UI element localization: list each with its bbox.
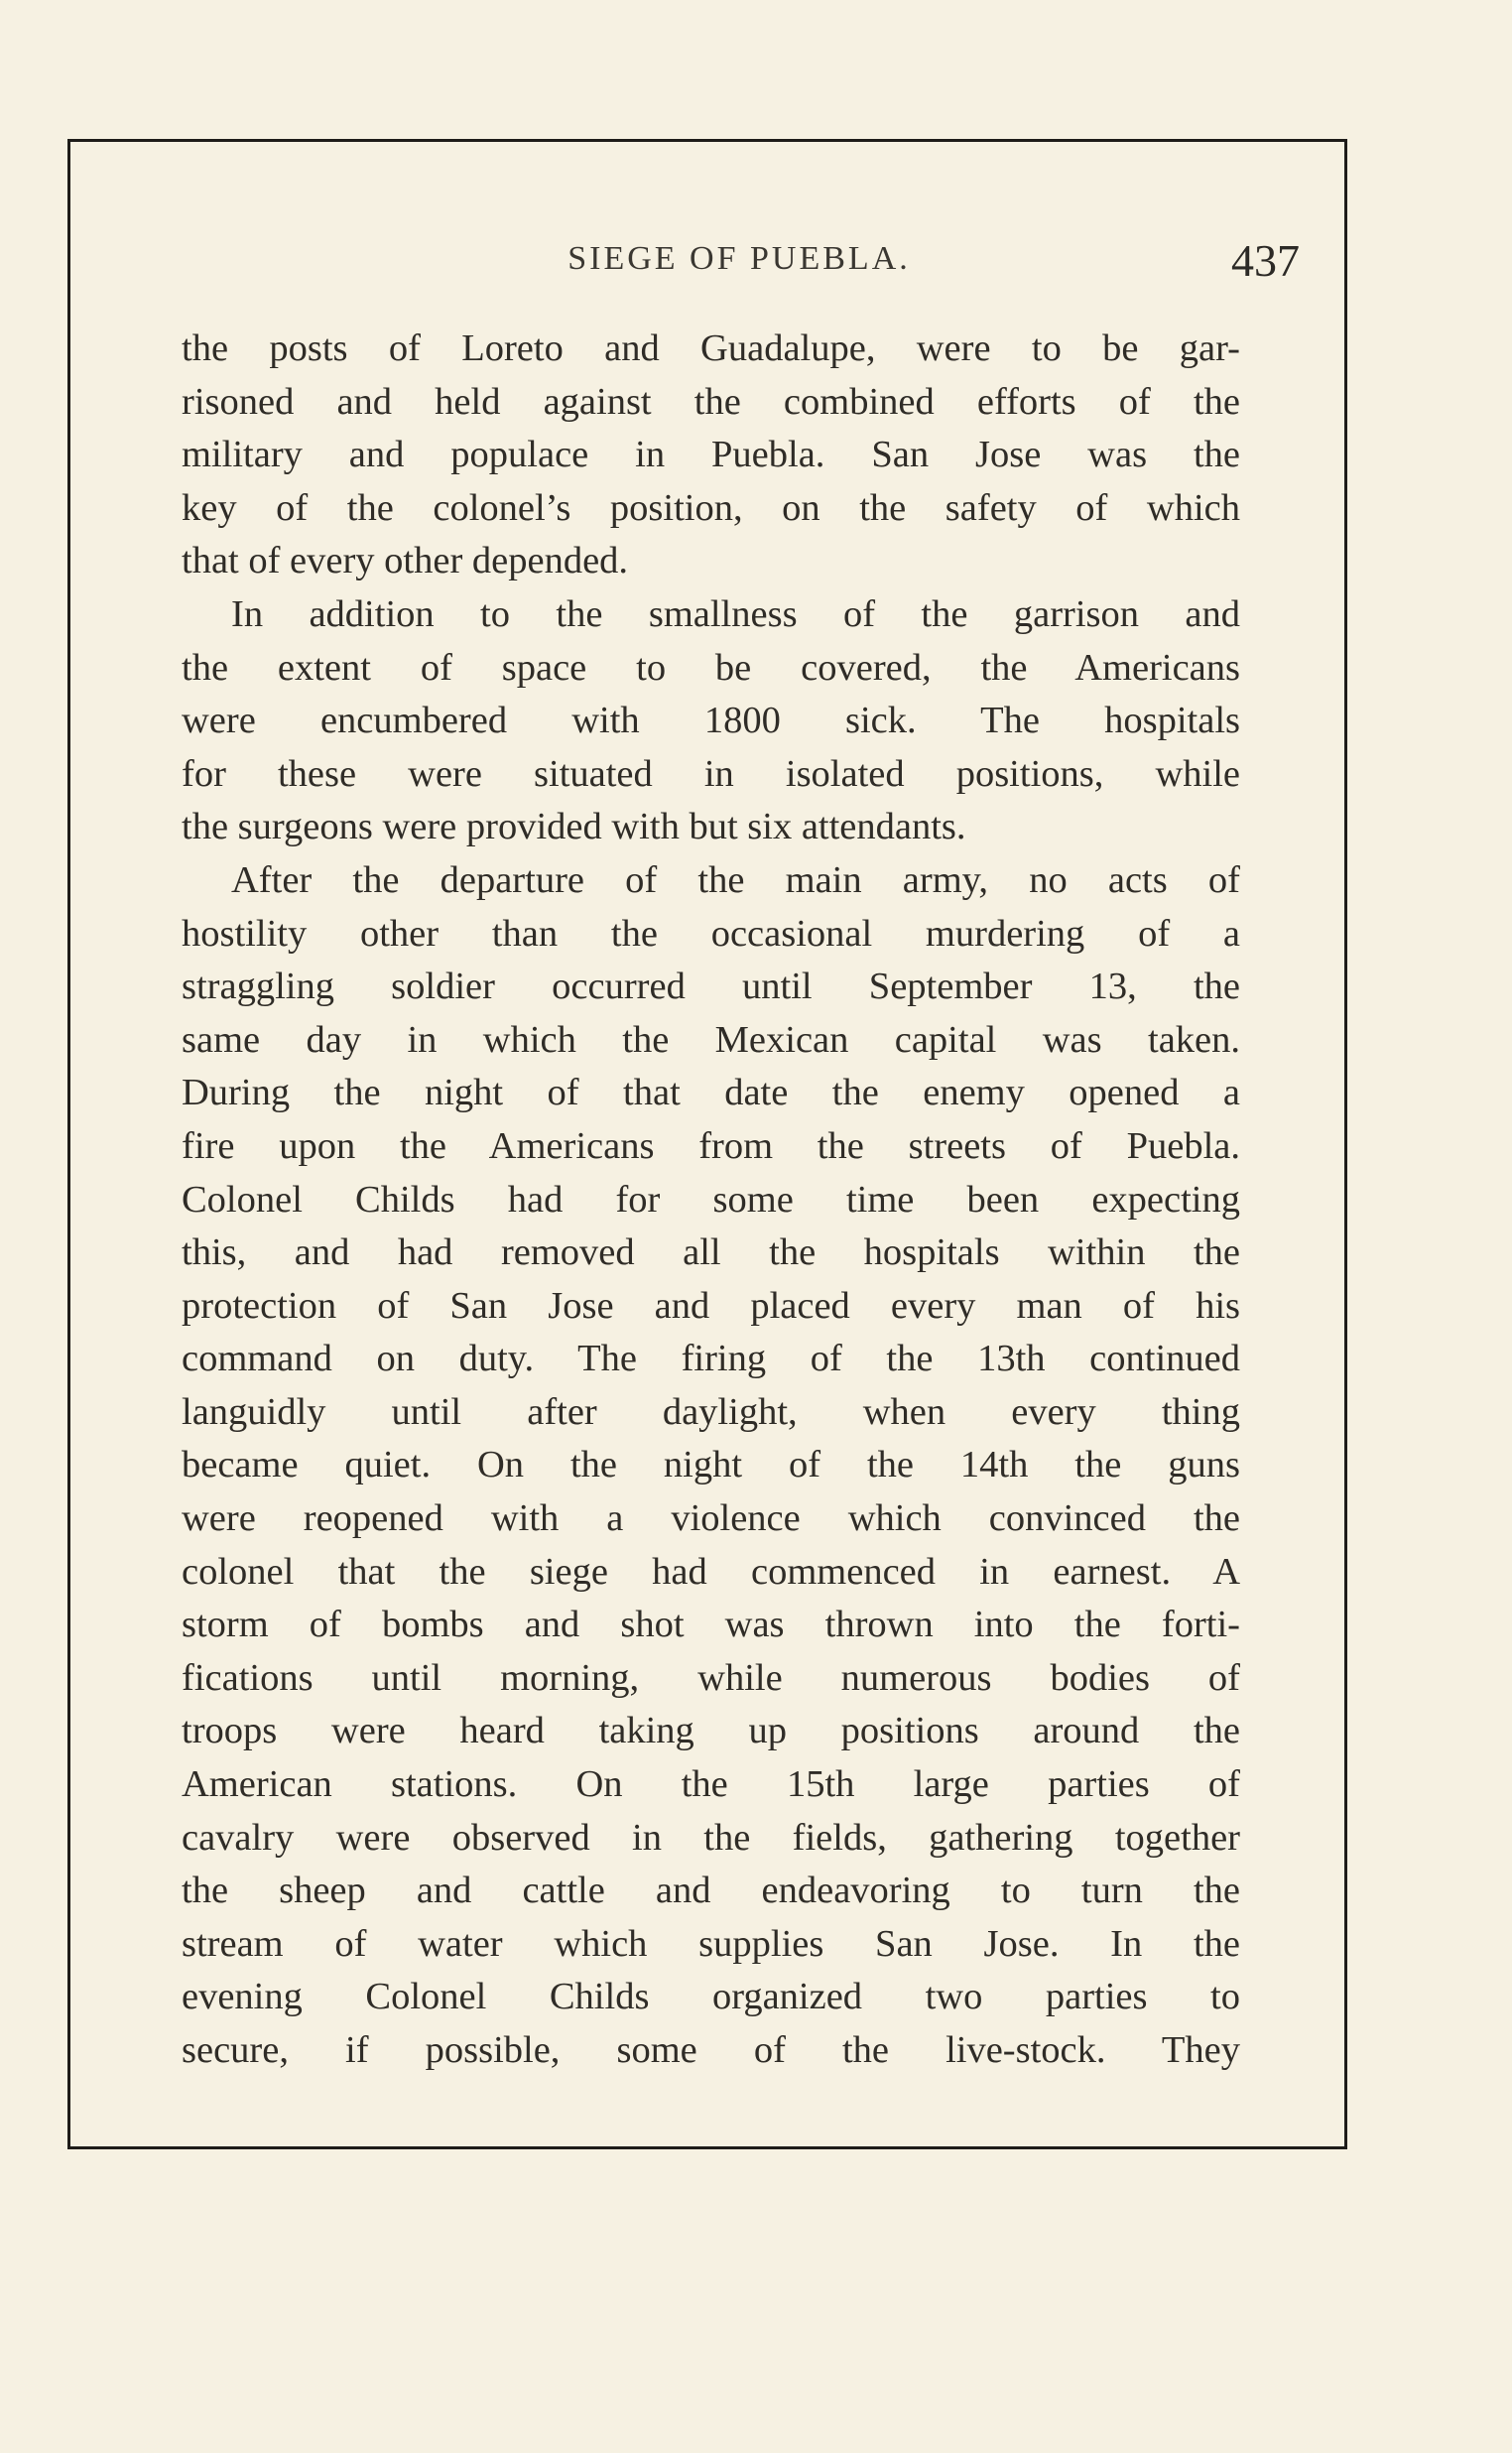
- text-line: were reopened with a violence which convinced the: [182, 1497, 1240, 1540]
- text-line: fire upon the Americans from the streets of Puebla.: [182, 1124, 1240, 1167]
- text-line: became quiet. On the night of the 14th the guns: [182, 1444, 1240, 1486]
- text-line: straggling soldier occurred until September 13, the: [182, 966, 1240, 1008]
- text-line: the posts of Loreto and Guadalupe, were to be gar-: [182, 327, 1240, 369]
- running-head: [179, 234, 1300, 294]
- text-line: for these were situated in isolated positions, while: [182, 752, 1240, 795]
- text-line: the surgeons were provided with but six attendants.: [182, 806, 966, 848]
- body-text: [182, 323, 1240, 2078]
- running-title: SIEGE OF PUEBLA.: [567, 240, 911, 277]
- text-line: that of every other depended.: [182, 540, 629, 582]
- text-line: protection of San Jose and placed every man of his: [182, 1284, 1240, 1327]
- text-line: same day in which the Mexican capital was taken.: [182, 1018, 1240, 1061]
- text-line: fications until morning, while numerous bodies of: [182, 1656, 1240, 1699]
- text-line: storm of bombs and shot was thrown into the forti-: [182, 1604, 1240, 1646]
- text-line: the sheep and cattle and endeavoring to turn the: [182, 1870, 1240, 1912]
- text-line: Colonel Childs had for some time been expecting: [182, 1178, 1240, 1221]
- text-line: were encumbered with 1800 sick. The hospitals: [182, 700, 1240, 742]
- text-line: After the departure of the main army, no acts of: [231, 858, 1240, 901]
- page-number: 437: [1231, 235, 1300, 286]
- text-line: secure, if possible, some of the live-stock. They: [182, 2029, 1240, 2071]
- text-line: American stations. On the 15th large parties of: [182, 1763, 1240, 1806]
- text-line: troops were heard taking up positions around the: [182, 1710, 1240, 1752]
- text-line: stream of water which supplies San Jose. In the: [182, 1922, 1240, 1965]
- text-line: risoned and held against the combined efforts of the: [182, 380, 1240, 423]
- text-line: languidly until after daylight, when every thing: [182, 1390, 1240, 1433]
- text-line: During the night of that date the enemy opened a: [182, 1072, 1240, 1114]
- text-line: military and populace in Puebla. San Jose was the: [182, 434, 1240, 476]
- text-line: key of the colonel’s position, on the safety of which: [182, 486, 1240, 529]
- text-line: this, and had removed all the hospitals within the: [182, 1231, 1240, 1274]
- text-line: colonel that the siege had commenced in earnest. A: [182, 1550, 1240, 1593]
- text-line: cavalry were observed in the fields, gathering together: [182, 1816, 1240, 1859]
- text-line: hostility other than the occasional murdering of a: [182, 912, 1240, 955]
- text-line: the extent of space to be covered, the Americans: [182, 646, 1240, 689]
- text-line: evening Colonel Childs organized two parties to: [182, 1976, 1240, 2018]
- text-line: command on duty. The firing of the 13th continued: [182, 1338, 1240, 1380]
- text-line: In addition to the smallness of the garrison and: [231, 592, 1240, 635]
